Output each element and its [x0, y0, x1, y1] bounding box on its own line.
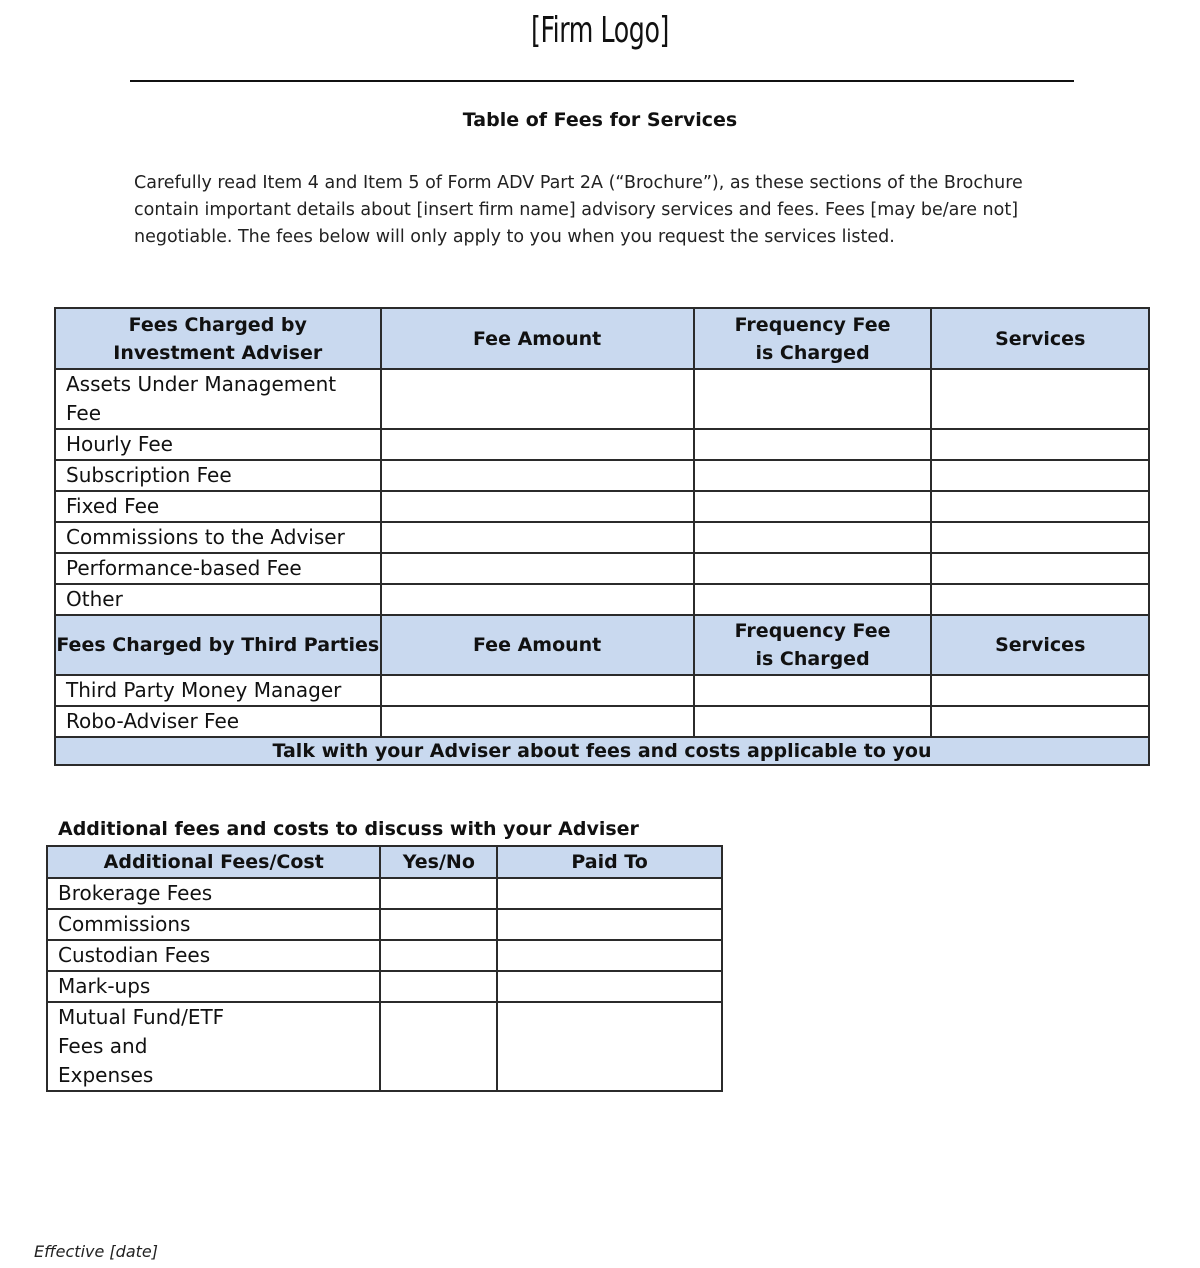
- table-row: [55, 706, 1149, 737]
- table-row: [55, 584, 1149, 615]
- frequency-cell[interactable]: [694, 706, 932, 737]
- header-paid-to: Paid To: [497, 846, 722, 878]
- fee-amount-cell[interactable]: [381, 522, 694, 553]
- table-row: [47, 1002, 722, 1091]
- header-frequency: Frequency Fee is Charged: [694, 615, 932, 675]
- additional-fee-name-cell: Custodian Fees: [47, 940, 380, 971]
- table-row: [55, 491, 1149, 522]
- services-cell[interactable]: [931, 706, 1149, 737]
- fee-amount-cell[interactable]: [381, 460, 694, 491]
- frequency-cell[interactable]: [694, 491, 932, 522]
- fee-name-cell: Third Party Money Manager: [55, 675, 381, 706]
- services-cell[interactable]: [931, 429, 1149, 460]
- fee-amount-cell[interactable]: [381, 584, 694, 615]
- fee-amount-cell[interactable]: [381, 369, 694, 429]
- services-cell[interactable]: [931, 522, 1149, 553]
- fee-name-cell: Other: [55, 584, 381, 615]
- additional-fees-table: [46, 845, 723, 1092]
- header-frequency: Frequency Fee is Charged: [694, 308, 932, 369]
- table-row: [55, 460, 1149, 491]
- frequency-cell[interactable]: [694, 429, 932, 460]
- table-row: [55, 553, 1149, 584]
- table-row: [55, 429, 1149, 460]
- paid-to-cell[interactable]: [497, 1002, 722, 1091]
- table-row: [55, 675, 1149, 706]
- yes-no-cell[interactable]: [380, 940, 497, 971]
- header-additional-fees-cost: Additional Fees/Cost: [47, 846, 380, 878]
- third-party-header-row: [55, 615, 1149, 675]
- fee-amount-cell[interactable]: [381, 706, 694, 737]
- fee-name-cell: Hourly Fee: [55, 429, 381, 460]
- yes-no-cell[interactable]: [380, 1002, 497, 1091]
- additional-fee-name-cell: Mutual Fund/ETF Fees and Expenses: [47, 1002, 380, 1091]
- header-fees-charged-by-third-parties: Fees Charged by Third Parties: [55, 615, 381, 675]
- talk-row: [55, 737, 1149, 765]
- fee-name-cell: Subscription Fee: [55, 460, 381, 491]
- paid-to-cell[interactable]: [497, 878, 722, 909]
- yes-no-cell[interactable]: [380, 971, 497, 1002]
- header-divider: [130, 80, 1074, 82]
- additional-header-row: [47, 846, 722, 878]
- table-row: [47, 909, 722, 940]
- table-row: [55, 369, 1149, 429]
- services-cell[interactable]: [931, 675, 1149, 706]
- fee-name-cell: Robo-Adviser Fee: [55, 706, 381, 737]
- talk-with-adviser-note: Talk with your Adviser about fees and costs applicable to you: [55, 737, 1149, 765]
- services-cell[interactable]: [931, 460, 1149, 491]
- intro-paragraph: Carefully read Item 4 and Item 5 of Form ADV Part 2A (“Brochure”), as these sections of the Brochure contain important details about [insert firm name] advisory services and fees. Fees [may be/are not] negotiable. The fees below will only apply to you when you request the services listed.: [134, 173, 1023, 247]
- header-services: Services: [931, 615, 1149, 675]
- frequency-cell[interactable]: [694, 369, 932, 429]
- table-row: [47, 971, 722, 1002]
- fee-name-cell: Performance-based Fee: [55, 553, 381, 584]
- services-cell[interactable]: [931, 584, 1149, 615]
- header-services: Services: [931, 308, 1149, 369]
- frequency-cell[interactable]: [694, 584, 932, 615]
- table-row: [55, 522, 1149, 553]
- services-cell[interactable]: [931, 369, 1149, 429]
- frequency-cell[interactable]: [694, 460, 932, 491]
- additional-fee-name-cell: Brokerage Fees: [47, 878, 380, 909]
- effective-date: Effective [date]: [34, 1242, 158, 1261]
- header-fee-amount: Fee Amount: [381, 308, 694, 369]
- header-fees-charged-by-adviser: Fees Charged by Investment Adviser: [55, 308, 381, 369]
- table-row: [47, 878, 722, 909]
- frequency-cell[interactable]: [694, 675, 932, 706]
- fee-amount-cell[interactable]: [381, 675, 694, 706]
- header-yes-no: Yes/No: [380, 846, 497, 878]
- paid-to-cell[interactable]: [497, 909, 722, 940]
- services-cell[interactable]: [931, 553, 1149, 584]
- firm-logo: [Firm Logo]: [531, 10, 669, 51]
- adviser-header-row: [55, 308, 1149, 369]
- yes-no-cell[interactable]: [380, 878, 497, 909]
- fee-name-cell: Fixed Fee: [55, 491, 381, 522]
- services-cell[interactable]: [931, 491, 1149, 522]
- fee-amount-cell[interactable]: [381, 429, 694, 460]
- header-fee-amount: Fee Amount: [381, 615, 694, 675]
- fee-name-cell: Commissions to the Adviser: [55, 522, 381, 553]
- frequency-cell[interactable]: [694, 522, 932, 553]
- additional-fee-name-cell: Commissions: [47, 909, 380, 940]
- frequency-cell[interactable]: [694, 553, 932, 584]
- page-title: Table of Fees for Services: [462, 109, 738, 131]
- yes-no-cell[interactable]: [380, 909, 497, 940]
- additional-fee-name-cell: Mark-ups: [47, 971, 380, 1002]
- paid-to-cell[interactable]: [497, 940, 722, 971]
- fee-amount-cell[interactable]: [381, 553, 694, 584]
- fee-name-cell: Assets Under Management Fee: [55, 369, 381, 429]
- table-row: [47, 940, 722, 971]
- paid-to-cell[interactable]: [497, 971, 722, 1002]
- additional-fees-title: Additional fees and costs to discuss with your Adviser: [58, 818, 639, 840]
- fees-table: [54, 307, 1150, 766]
- fee-amount-cell[interactable]: [381, 491, 694, 522]
